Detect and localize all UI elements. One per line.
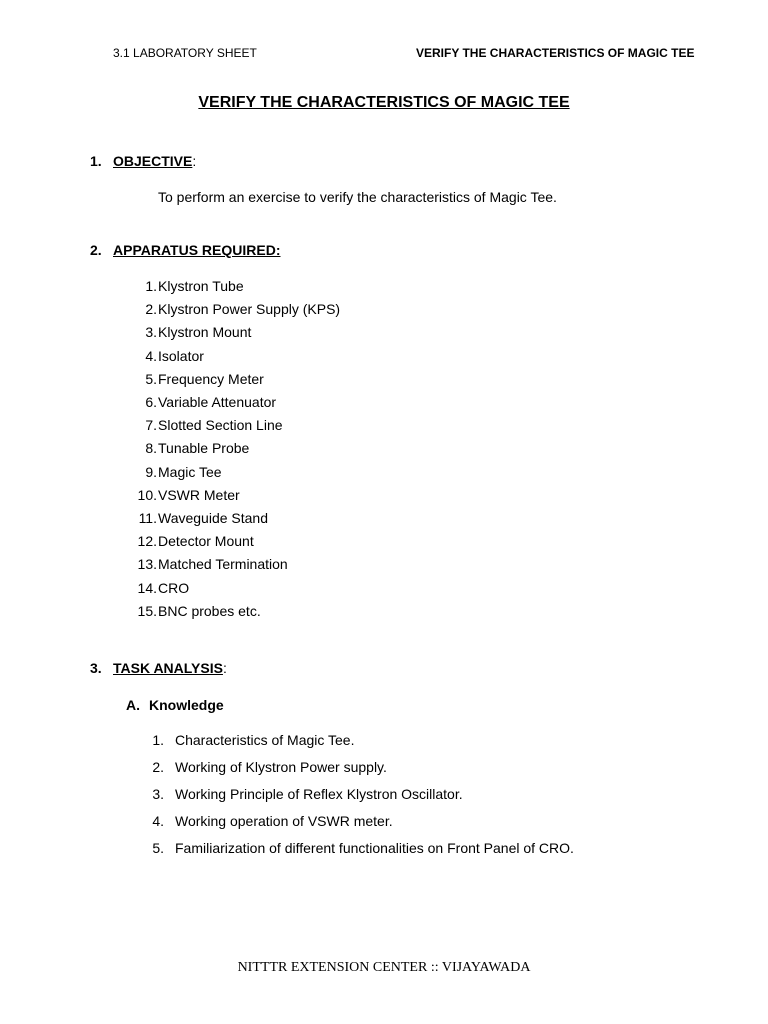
section-title: OBJECTIVE — [113, 153, 193, 169]
list-item-number: 12. — [137, 533, 157, 550]
list-item-text: Working of Klystron Power supply. — [175, 759, 387, 775]
page-footer: NITTTR EXTENSION CENTER :: VIJAYAWADA — [237, 960, 531, 975]
list-item-text: Working operation of VSWR meter. — [175, 813, 393, 829]
subsection-title: Knowledge — [149, 697, 224, 713]
list-item-text: Characteristics of Magic Tee. — [175, 732, 355, 748]
list-item-number: 13. — [137, 556, 157, 573]
list-item-number: 2. — [152, 759, 164, 775]
list-item-number: 1. — [145, 278, 157, 294]
section-number: 2. — [90, 242, 102, 258]
page-title: VERIFY THE CHARACTERISTICS OF MAGIC TEE — [198, 94, 570, 111]
header-left: 3.1 LABORATORY SHEET — [113, 46, 257, 60]
list-item-text: Slotted Section Line — [158, 417, 283, 434]
list-item-text: Variable Attenuator — [158, 394, 277, 410]
list-item-number: 10. — [137, 486, 157, 503]
list-item-text: Waveguide Stand — [158, 510, 268, 526]
section-colon: : — [222, 660, 227, 676]
list-item-text: Isolator — [158, 347, 204, 364]
list-item-number: 4. — [145, 347, 157, 364]
list-item-number: 3. — [145, 324, 157, 341]
list-item-number: 2. — [145, 301, 157, 318]
knowledge-heading — [126, 697, 224, 713]
list-item-number: 6. — [145, 394, 157, 410]
list-item-number: 4. — [152, 813, 164, 829]
list-item-number: 5. — [152, 840, 164, 856]
objective-heading — [90, 153, 196, 169]
list-item-number: 9. — [145, 463, 157, 480]
list-item-text: CRO — [158, 579, 190, 596]
list-item-text: VSWR Meter — [158, 486, 240, 503]
list-item-text: Klystron Power Supply (KPS) — [158, 301, 341, 318]
list-item-text: Klystron Tube — [158, 278, 244, 294]
subsection-number: A. — [126, 697, 140, 713]
list-item-number: 5. — [145, 370, 157, 387]
header-right: VERIFY THE CHARACTERISTICS OF MAGIC TEE — [416, 46, 695, 60]
list-item-text: Detector Mount — [158, 533, 254, 550]
list-item-text: Working Principle of Reflex Klystron Oscillator. — [175, 786, 463, 802]
list-item-number: 15. — [137, 602, 157, 619]
objective-text: To perform an exercise to verify the characteristics of Magic Tee. — [158, 189, 557, 205]
section-number: 1. — [90, 153, 102, 169]
list-item-number: 7. — [145, 417, 157, 434]
list-item-text: Familiarization of different functionalities on Front Panel of CRO. — [175, 840, 574, 856]
section-colon: : — [192, 153, 197, 169]
list-item-text: Magic Tee — [158, 463, 222, 480]
list-item-number: 11. — [138, 510, 157, 526]
list-item-text: Frequency Meter — [158, 370, 264, 387]
section-number: 3. — [90, 660, 102, 676]
list-item-number: 8. — [145, 440, 157, 457]
list-item-number: 14. — [137, 579, 157, 596]
section-title: TASK ANALYSIS — [113, 660, 223, 676]
section-title: APPARATUS REQUIRED: — [113, 242, 281, 258]
apparatus-heading — [90, 242, 281, 258]
list-item-number: 3. — [152, 786, 164, 802]
list-item-number: 1. — [152, 732, 164, 748]
list-item-text: Klystron Mount — [158, 324, 252, 341]
list-item-text: BNC probes etc. — [158, 602, 261, 619]
list-item-text: Matched Termination — [158, 556, 288, 573]
list-item-text: Tunable Probe — [158, 440, 250, 457]
task-analysis-heading — [90, 660, 227, 676]
